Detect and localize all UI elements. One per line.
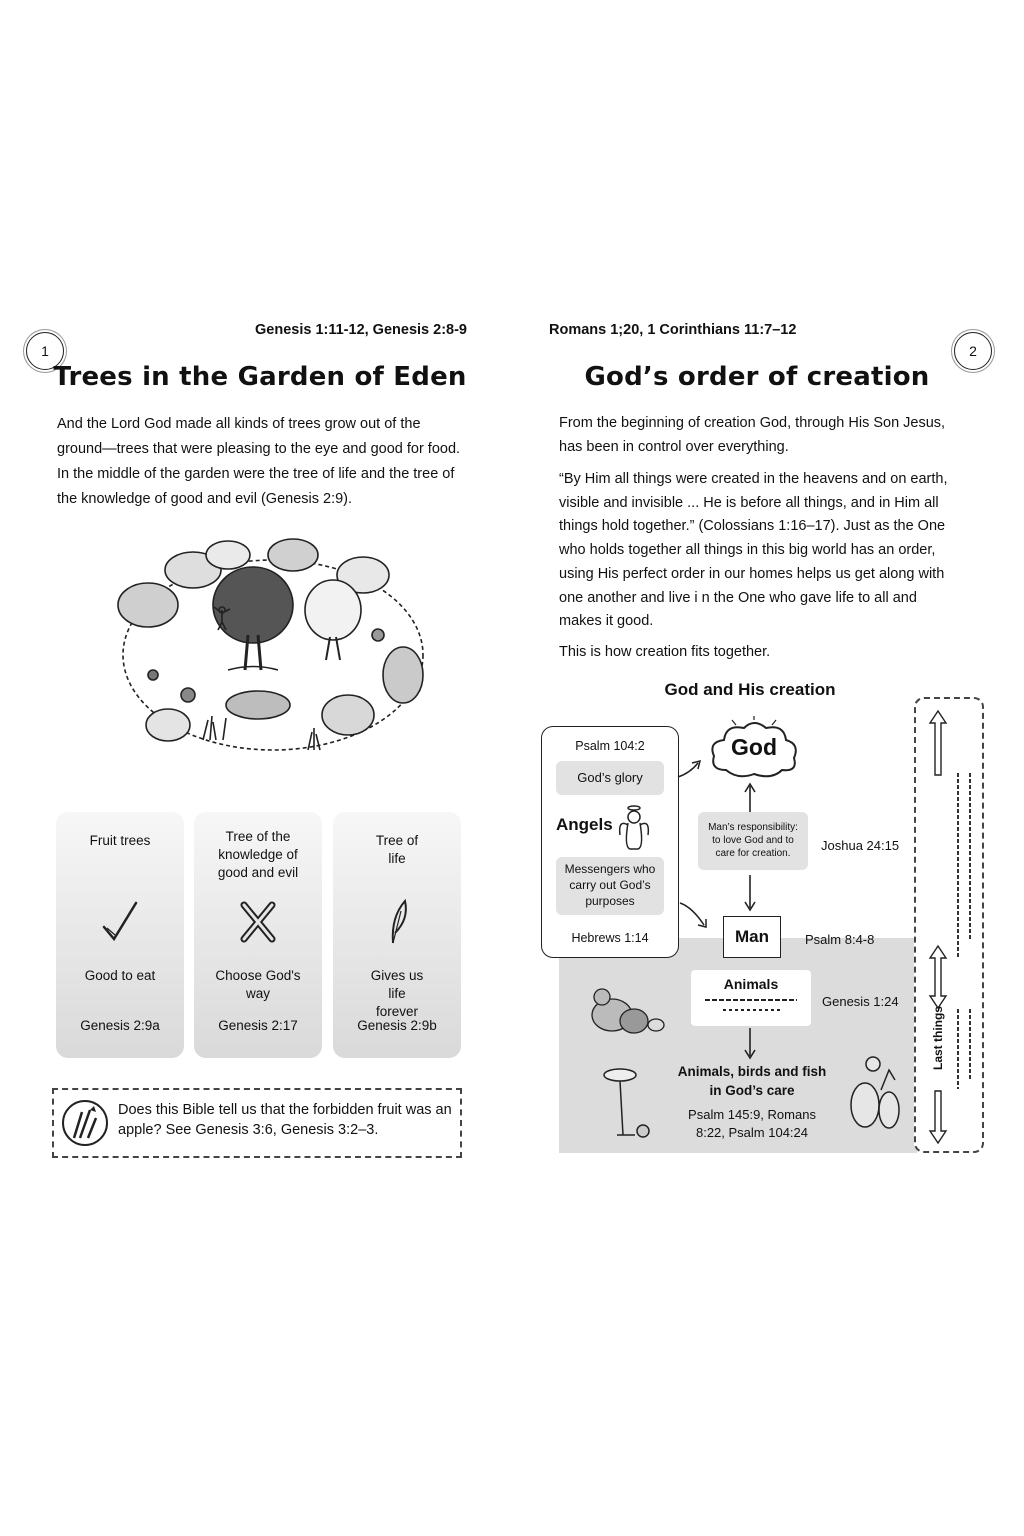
left-title: Trees in the Garden of Eden [53,362,467,392]
man-box [723,916,781,958]
card-description: Good to eat [84,968,156,983]
para-line: has been in control over everything. [559,439,789,455]
leaf-icon [333,897,461,947]
para-line: “By Him all things were created in the heavens and on earth, [559,471,948,487]
animals-box [691,970,811,1026]
card-title: Tree of the knowledge of good and evil [217,829,299,880]
animals-illustration-left [572,975,672,1045]
animals-care-ref: Psalm 145:9, Romans 8:22, Psalm 104:24 [688,1107,816,1140]
messengers-box [556,857,664,915]
card-title: Fruit trees [89,833,151,848]
side-label-text: Last things [931,1006,945,1071]
glory-box [556,761,664,795]
card-reference: Genesis 2:9a [80,1018,160,1033]
angel-icon [618,805,650,851]
garden-tools-icon [60,1098,110,1148]
angels-top-ref: Psalm 104:2 [575,739,645,753]
cross-icon [194,897,322,947]
card-tree-of-life [333,812,461,1058]
para-line: things hold together.” (Colossians 1:16–17). Just as the One [559,518,946,534]
side-column [914,697,984,1153]
up-arrow-icon [928,709,948,777]
side-label [928,1006,948,1091]
note-text: Does this Bible tell us that the forbidden fruit was an apple? See Genesis 3:6, Genesis 3:2–3. [118,1102,452,1138]
intro-line: And the Lord God made all kinds of trees grow out of the [57,416,421,432]
responsibility-text: Man’s responsibility: to love God and to care for creation. [708,822,798,859]
page-number-left-text: 1 [41,343,49,359]
animals-care: Animals, birds and fish in God’s care [677,1064,827,1098]
para-line: one another and live i n the One who gave life to all and [559,590,917,606]
down-arrow-icon [928,1089,948,1145]
para-line: using His perfect order in our homes helps us get along with [559,566,945,582]
animals-label: Animals [723,976,779,992]
right-reference: Romans 1;20, 1 Corinthians 11:7–12 [549,322,797,338]
para-line: who holds together all things in this big world has an order, [559,542,936,558]
card-description: Gives us life forever [370,968,424,1019]
para-line: From the beginning of creation God, through His Son Jesus, [559,415,946,431]
right-title: God’s order of creation [584,362,930,392]
card-title: Tree of life [375,833,419,866]
para-line: makes it good. [559,613,654,629]
para-line: visible and invisible ... He is before all things, and in Him all [559,495,939,511]
card-description: Choose God's way [215,968,301,1001]
glory-text: God’s glory [577,770,643,785]
responsibility-ref: Joshua 24:15 [821,838,900,853]
angels-label: Angels [556,815,613,834]
intro-line: the knowledge of good and evil (Genesis 2:9). [57,491,353,507]
angels-box [541,726,679,958]
angels-bottom-ref: Hebrews 1:14 [571,931,649,945]
check-icon [56,897,184,947]
question-note [52,1088,462,1158]
card-reference: Genesis 2:17 [218,1018,298,1033]
diagram-title: God and His creation [664,680,836,699]
messengers-text: Messengers who carry out God’s purposes [564,862,656,908]
card-fruit-trees [56,812,184,1058]
angels-arrows [676,755,716,935]
side-scribble [952,769,980,1099]
intro-line: In the middle of the garden were the tree of life and the tree of [57,466,455,482]
intro-line: ground—trees that were pleasing to the eye and good for food. [57,441,461,457]
tree-illustration [595,1065,665,1145]
man-ref: Psalm 8:4-8 [805,932,875,947]
god-label: God [731,734,777,760]
card-knowledge-tree [194,812,322,1058]
animals-ref: Genesis 1:24 [822,994,899,1009]
card-reference: Genesis 2:9b [357,1018,437,1033]
man-label: Man [735,927,769,946]
para-line: This is how creation fits together. [559,644,771,660]
page-number-right-text: 2 [969,343,977,359]
garden-illustration [108,525,438,785]
scribble-lines [703,996,799,1018]
left-reference: Genesis 1:11-12, Genesis 2:8-9 [255,322,467,338]
animals-illustration-right [845,1050,911,1140]
